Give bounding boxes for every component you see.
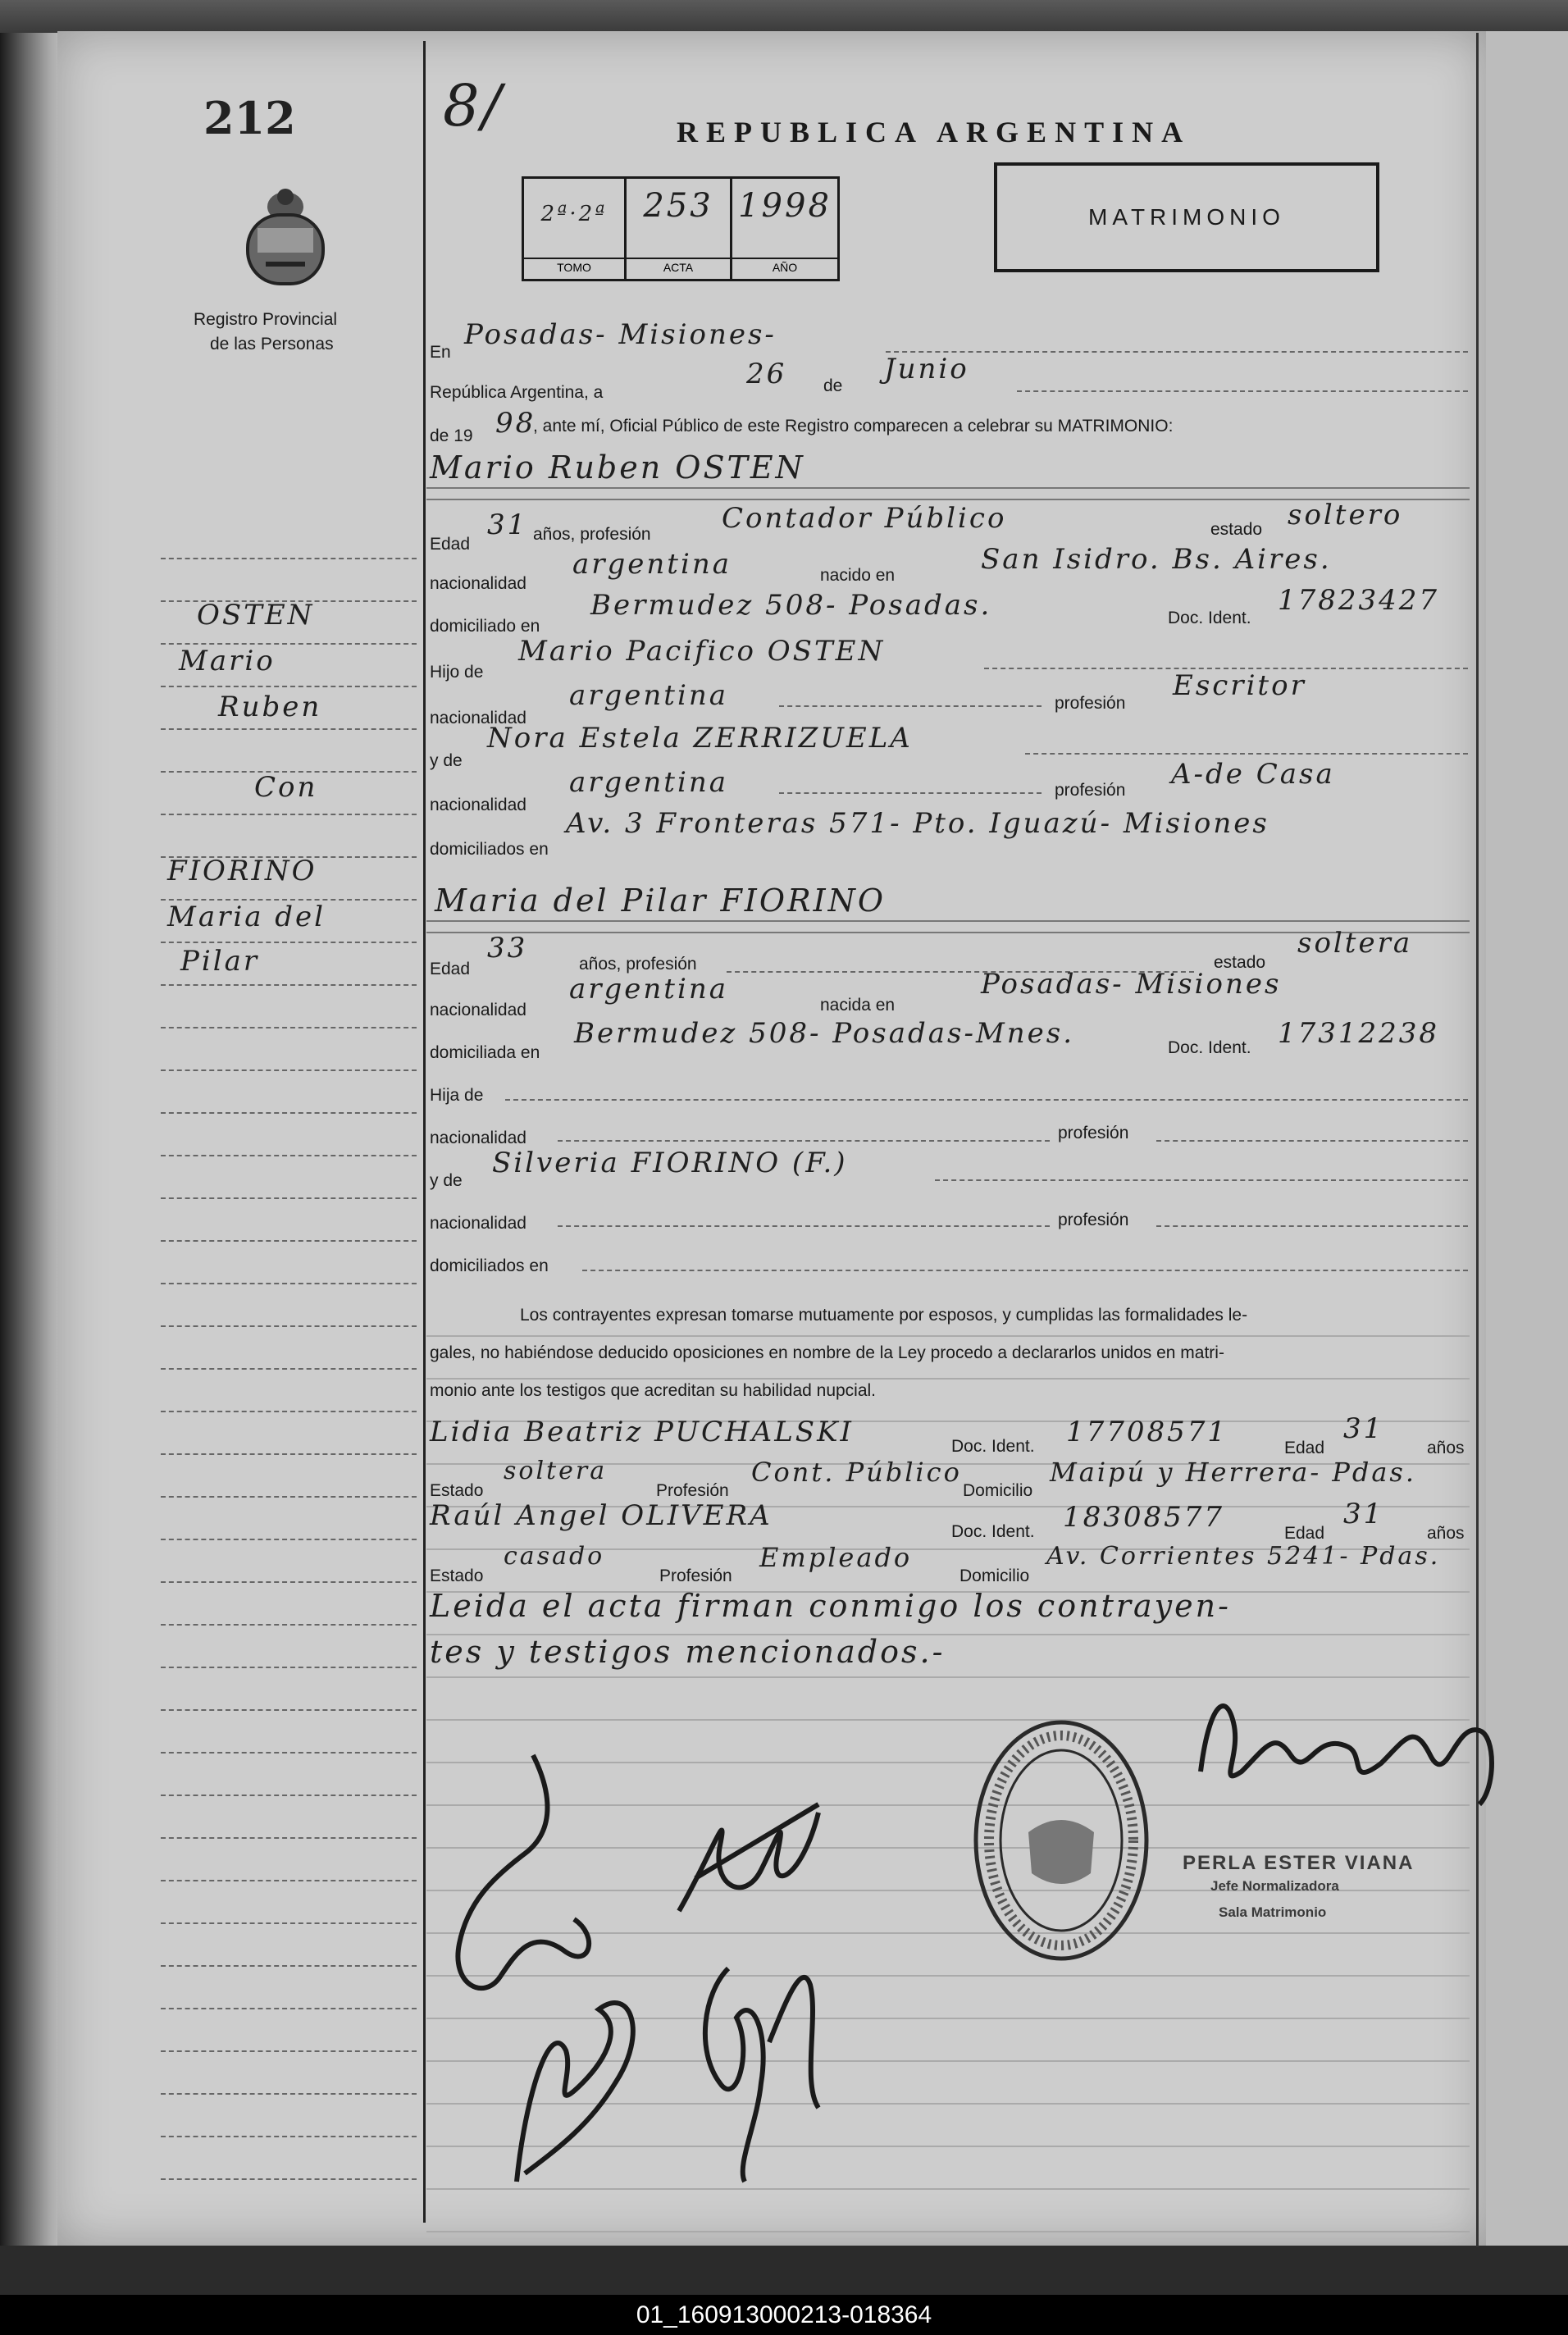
label-bride-estado: estado bbox=[1214, 953, 1266, 972]
declaration-line-3: monio ante los testigos que acreditan su habilidad nupcial. bbox=[430, 1381, 877, 1400]
margin-rule bbox=[161, 1539, 417, 1540]
official-signature bbox=[1184, 1673, 1512, 1837]
label-bride-domicilio: domiciliada en bbox=[430, 1043, 540, 1062]
margin-rule bbox=[161, 1880, 417, 1881]
bride-mother: Silveria FIORINO (F.) bbox=[492, 1147, 848, 1179]
bride-address: Bermudez 508- Posadas-Mnes. bbox=[574, 1017, 1075, 1050]
tomo-value: 2ª·2ª bbox=[540, 202, 608, 226]
tomo-cell bbox=[524, 179, 627, 279]
label-w2-doc: Doc. Ident. bbox=[951, 1522, 1035, 1541]
label-bride-anios: años, profesión bbox=[579, 955, 697, 974]
label-parents-domicilio: domiciliados en bbox=[430, 840, 549, 859]
label-bride-nacionalidad: nacionalidad bbox=[430, 1001, 526, 1019]
file-identifier: 01_160913000213-018364 bbox=[0, 2295, 1568, 2335]
margin-rule bbox=[161, 1368, 417, 1370]
registry-line-2: de las Personas bbox=[210, 335, 334, 353]
label-groom-y-de: y de bbox=[430, 751, 463, 770]
witness2-doc: 18308577 bbox=[1063, 1501, 1225, 1534]
label-bride-parents-domicilio: domiciliados en bbox=[430, 1256, 549, 1275]
label-w1-profesion: Profesión bbox=[656, 1481, 729, 1500]
label-bride-mother-nacionalidad: nacionalidad bbox=[430, 1214, 526, 1233]
label-w1-doc: Doc. Ident. bbox=[951, 1437, 1035, 1456]
label-w2-profesion: Profesión bbox=[659, 1567, 732, 1585]
mother-nationality: argentina bbox=[569, 766, 729, 799]
witness1-name: Lidia Beatriz PUCHALSKI bbox=[430, 1416, 854, 1448]
margin-divider bbox=[423, 41, 426, 2223]
margin-bride-first: Maria del bbox=[167, 901, 326, 933]
margin-rule bbox=[161, 2178, 417, 2180]
declaration-line-2: gales, no habiéndose deducido oposiciones en nombre de la Ley procedo a declararlos unidos en matri- bbox=[430, 1343, 1224, 1362]
bride-nationality: argentina bbox=[569, 973, 729, 1006]
place-line bbox=[886, 351, 1468, 353]
day-value: 26 bbox=[746, 358, 787, 390]
margin-groom-middle: Ruben bbox=[218, 691, 322, 723]
label-groom-anios: años, profesión bbox=[533, 525, 651, 544]
parents-address: Av. 3 Fronteras 571- Pto. Iguazú- Misiones bbox=[566, 807, 1269, 840]
margin-connector: Con bbox=[254, 771, 318, 804]
witness1-address: Maipú y Herrera- Pdas. bbox=[1050, 1457, 1417, 1488]
bride-father-nat-line bbox=[558, 1140, 1050, 1142]
official-seal-icon bbox=[971, 1717, 1151, 1963]
book-spine bbox=[0, 33, 66, 2247]
label-bride-doc: Doc. Ident. bbox=[1168, 1038, 1251, 1057]
label-de: de bbox=[823, 376, 843, 395]
groom-father: Mario Pacifico OSTEN bbox=[518, 635, 886, 668]
groom-address: Bermudez 508- Posadas. bbox=[590, 589, 992, 622]
margin-rule bbox=[161, 2136, 417, 2137]
margin-rule bbox=[161, 814, 417, 815]
margin-groom-first: Mario bbox=[179, 645, 276, 677]
margin-rule bbox=[161, 1837, 417, 1839]
label-father-profesion: profesión bbox=[1055, 694, 1126, 713]
margin-mark: 8/ bbox=[443, 72, 504, 139]
acta-label: ACTA bbox=[627, 258, 730, 274]
bride-father-line bbox=[505, 1099, 1468, 1101]
label-republica: República Argentina, a bbox=[430, 383, 604, 402]
label-ante-mi: , ante mí, Oficial Público de este Registro comparecen a celebrar su MATRIMONIO: bbox=[533, 417, 1174, 436]
official-name: PERLA ESTER VIANA bbox=[1183, 1852, 1415, 1874]
label-w1-estado: Estado bbox=[430, 1481, 484, 1500]
margin-rule bbox=[161, 2008, 417, 2009]
witness1-profession: Cont. Público bbox=[751, 1457, 962, 1488]
bride-birthplace: Posadas- Misiones bbox=[981, 968, 1282, 1001]
witness2-name: Raúl Angel OLIVERA bbox=[430, 1499, 773, 1532]
margin-rule bbox=[161, 728, 417, 730]
mother-line bbox=[1025, 753, 1468, 755]
margin-rule bbox=[161, 1624, 417, 1626]
groom-birthplace: San Isidro. Bs. Aires. bbox=[981, 543, 1332, 576]
bride-status: soltera bbox=[1297, 927, 1413, 960]
bride-age: 33 bbox=[487, 932, 528, 965]
label-w1-edad: Edad bbox=[1284, 1439, 1325, 1457]
margin-rule bbox=[161, 1965, 417, 1967]
margin-rule bbox=[161, 942, 417, 943]
closing-line-2: tes y testigos mencionados.- bbox=[430, 1634, 946, 1670]
act-type-label: MATRIMONIO bbox=[1088, 204, 1285, 230]
bride-mother-line bbox=[935, 1179, 1468, 1181]
label-groom-doc: Doc. Ident. bbox=[1168, 609, 1251, 627]
label-groom-edad: Edad bbox=[430, 535, 471, 554]
tomo-label: TOMO bbox=[524, 258, 624, 274]
margin-rule bbox=[161, 1069, 417, 1071]
label-mother-nacionalidad: nacionalidad bbox=[430, 796, 526, 814]
label-mother-profesion: profesión bbox=[1055, 781, 1126, 800]
margin-bride-last: Pilar bbox=[180, 945, 260, 978]
witness2-address: Av. Corrientes 5241- Pdas. bbox=[1046, 1542, 1441, 1571]
margin-rule bbox=[161, 2050, 417, 2052]
margin-rule bbox=[161, 1112, 417, 1114]
mother-profession: A-de Casa bbox=[1171, 758, 1335, 791]
mother-nat-line bbox=[779, 792, 1042, 794]
margin-rule bbox=[161, 1027, 417, 1028]
closing-line-1: Leida el acta firman conmigo los contrayen- bbox=[430, 1588, 1231, 1624]
margin-rule bbox=[161, 1240, 417, 1242]
margin-rule bbox=[161, 2093, 417, 2095]
witness1-age: 31 bbox=[1343, 1412, 1384, 1445]
ano-label: AÑO bbox=[732, 258, 837, 274]
bride-mother-prof-line bbox=[1156, 1225, 1468, 1227]
label-bride-father-nacionalidad: nacionalidad bbox=[430, 1129, 526, 1147]
father-nat-line bbox=[779, 705, 1042, 707]
label-groom-domicilio: domiciliado en bbox=[430, 617, 540, 636]
label-bride-mother-profesion: profesión bbox=[1058, 1211, 1129, 1229]
place-value: Posadas- Misiones- bbox=[464, 318, 777, 351]
label-w2-edad: Edad bbox=[1284, 1524, 1325, 1543]
groom-age: 31 bbox=[487, 509, 528, 541]
margin-groom-surname: OSTEN bbox=[197, 599, 315, 632]
acta-cell bbox=[627, 179, 732, 279]
margin-rule bbox=[161, 1667, 417, 1668]
registry-line-1: Registro Provincial bbox=[194, 310, 338, 329]
margin-rule bbox=[161, 1795, 417, 1796]
acta-value: 253 bbox=[643, 187, 713, 225]
margin-rule bbox=[161, 1581, 417, 1583]
groom-profession: Contador Público bbox=[722, 502, 1007, 535]
coat-of-arms-icon bbox=[233, 174, 338, 295]
margin-rule bbox=[161, 686, 417, 687]
groom-nationality: argentina bbox=[572, 548, 732, 581]
witness2-profession: Empleado bbox=[759, 1542, 913, 1573]
label-groom-nacido: nacido en bbox=[820, 566, 896, 585]
margin-rule bbox=[161, 1411, 417, 1412]
declaration-line-1: Los contrayentes expresan tomarse mutuamente por esposos, y cumplidas las formalidades le- bbox=[520, 1306, 1248, 1325]
label-bride-father-profesion: profesión bbox=[1058, 1124, 1129, 1142]
father-profession: Escritor bbox=[1173, 669, 1306, 702]
record-box bbox=[522, 176, 840, 281]
signature-witness-1 bbox=[492, 1936, 656, 2198]
margin-rule bbox=[161, 1453, 417, 1455]
bride-mother-nat-line bbox=[558, 1225, 1050, 1227]
witness1-doc: 17708571 bbox=[1066, 1416, 1228, 1448]
signature-witness-2 bbox=[679, 1919, 843, 2198]
month-value: Junio bbox=[884, 353, 969, 385]
label-w2-estado: Estado bbox=[430, 1567, 484, 1585]
father-nationality: argentina bbox=[569, 679, 729, 712]
label-bride-y-de: y de bbox=[430, 1171, 463, 1190]
label-w2-domicilio: Domicilio bbox=[959, 1567, 1030, 1585]
groom-doc: 17823427 bbox=[1278, 584, 1440, 617]
margin-rule bbox=[161, 1922, 417, 1924]
ano-value: 1998 bbox=[738, 187, 832, 225]
bride-name: Maria del Pilar FIORINO bbox=[435, 882, 886, 919]
groom-name: Mario Ruben OSTEN bbox=[430, 449, 805, 486]
month-line bbox=[1017, 390, 1468, 392]
witness2-status: casado bbox=[504, 1542, 605, 1571]
margin-rule bbox=[161, 1325, 417, 1327]
margin-rule bbox=[161, 1752, 417, 1754]
label-de19: de 19 bbox=[430, 426, 473, 445]
margin-rule bbox=[161, 558, 417, 559]
margin-rule bbox=[161, 1283, 417, 1284]
label-en: En bbox=[430, 343, 451, 362]
witness1-status: soltera bbox=[504, 1457, 608, 1485]
label-groom-nacionalidad: nacionalidad bbox=[430, 574, 526, 593]
label-father-nacionalidad: nacionalidad bbox=[430, 709, 526, 727]
label-bride-nacida: nacida en bbox=[820, 996, 896, 1015]
margin-rule bbox=[161, 984, 417, 986]
content-rule bbox=[426, 2231, 1470, 2232]
label-w1-domicilio: Domicilio bbox=[963, 1481, 1033, 1500]
label-w1-anios: años bbox=[1427, 1439, 1465, 1457]
content-rule bbox=[426, 1378, 1470, 1380]
year-value: 98 bbox=[495, 407, 536, 440]
margin-rule bbox=[161, 1155, 417, 1156]
witness2-age: 31 bbox=[1343, 1498, 1384, 1530]
margin-rule bbox=[161, 1197, 417, 1199]
background-bottom bbox=[0, 2246, 1568, 2295]
bride-parents-address-line bbox=[582, 1270, 1468, 1271]
page-number: 212 bbox=[203, 92, 296, 144]
groom-mother: Nora Estela ZERRIZUELA bbox=[487, 722, 913, 755]
label-bride-edad: Edad bbox=[430, 960, 471, 978]
document-country: REPUBLICA ARGENTINA bbox=[677, 116, 1192, 148]
bride-doc: 17312238 bbox=[1278, 1017, 1440, 1050]
next-page-edge bbox=[1486, 31, 1568, 2246]
groom-name-line bbox=[426, 487, 1470, 489]
right-page-border bbox=[1476, 33, 1479, 2247]
label-groom-estado: estado bbox=[1210, 520, 1263, 539]
ano-cell bbox=[732, 179, 837, 279]
content-rule bbox=[426, 1335, 1470, 1337]
margin-rule bbox=[161, 1709, 417, 1711]
bride-name-line bbox=[426, 920, 1470, 922]
label-hijo-de: Hijo de bbox=[430, 663, 484, 682]
margin-bride-surname: FIORINO bbox=[167, 855, 317, 887]
margin-rule bbox=[161, 1496, 417, 1498]
label-hija-de: Hija de bbox=[430, 1086, 484, 1105]
groom-status: soltero bbox=[1288, 499, 1403, 531]
act-type-box bbox=[994, 162, 1379, 272]
bride-father-prof-line bbox=[1156, 1140, 1468, 1142]
official-title-2: Sala Matrimonio bbox=[1219, 1904, 1327, 1920]
official-title-1: Jefe Normalizadora bbox=[1210, 1878, 1339, 1894]
label-w2-anios: años bbox=[1427, 1524, 1465, 1543]
